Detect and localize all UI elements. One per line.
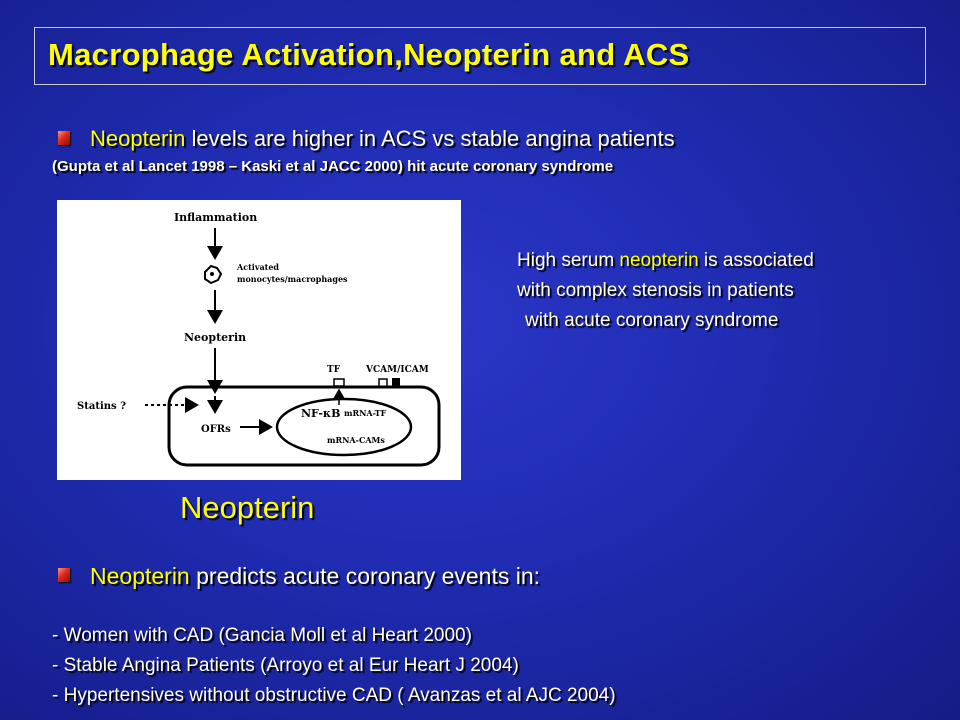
bullet-1-citation: (Gupta et al Lancet 1998 – Kaski et al JACC 2000) hit acute coronary syndrome — [52, 158, 614, 175]
bullet-1-highlight: Neopterin — [90, 126, 186, 151]
bullet-2-rest: predicts acute coronary events in: — [189, 563, 541, 589]
side-line-1-highlight: neopterin — [619, 250, 699, 271]
diagram-nfkb-label: NF-κB — [301, 407, 341, 420]
bullet-1-text — [90, 126, 675, 152]
bullet-marker-2 — [58, 568, 70, 582]
bullet-marker-1 — [58, 131, 70, 145]
side-line-2: with complex stenosis in patients — [517, 280, 794, 301]
figure-caption: Neopterin — [180, 490, 315, 525]
diagram-inflammation-label: Inflammation — [174, 211, 258, 224]
diagram-statins-label: Statins ? — [77, 401, 126, 412]
macrophage-nucleus-icon — [210, 272, 214, 276]
tf-receptor-icon — [334, 379, 344, 386]
title-box — [34, 27, 926, 85]
bullet-2-text — [90, 563, 540, 590]
slide-title: Macrophage Activation,Neopterin and ACS — [48, 37, 690, 72]
diagram-vcam-label: VCAM/ICAM — [366, 365, 429, 375]
bullet-2-highlight: Neopterin — [90, 563, 190, 589]
side-line-1-post: is associated — [698, 250, 814, 271]
diagram-monocytes-label: monocytes/macrophages — [237, 274, 348, 284]
diagram-mrna-cams-label: mRNA-CAMs — [327, 435, 385, 445]
side-line-3: with acute coronary syndrome — [525, 310, 779, 331]
diagram-ofrs-label: OFRs — [201, 424, 231, 435]
list-item: - Women with CAD (Gancia Moll et al Heart 2000) — [52, 625, 472, 646]
list-item: - Hypertensives without obstructive CAD ( Avanzas et al AJC 2004) — [52, 685, 616, 706]
diagram-activated-label: Activated — [237, 262, 280, 272]
neopterin-diagram — [57, 200, 461, 480]
bullet-1-rest: levels are higher in ACS vs stable angina patients — [185, 126, 675, 151]
diagram-neopterin-label: Neopterin — [184, 331, 247, 344]
diagram-tf-label: TF — [327, 365, 341, 375]
side-line-1-pre: High serum — [517, 250, 620, 271]
list-item: - Stable Angina Patients (Arroyo et al Eur Heart J 2004) — [52, 655, 519, 676]
diagram-mrna-tf-label: mRNA-TF — [344, 408, 387, 418]
side-line-1 — [517, 250, 814, 272]
